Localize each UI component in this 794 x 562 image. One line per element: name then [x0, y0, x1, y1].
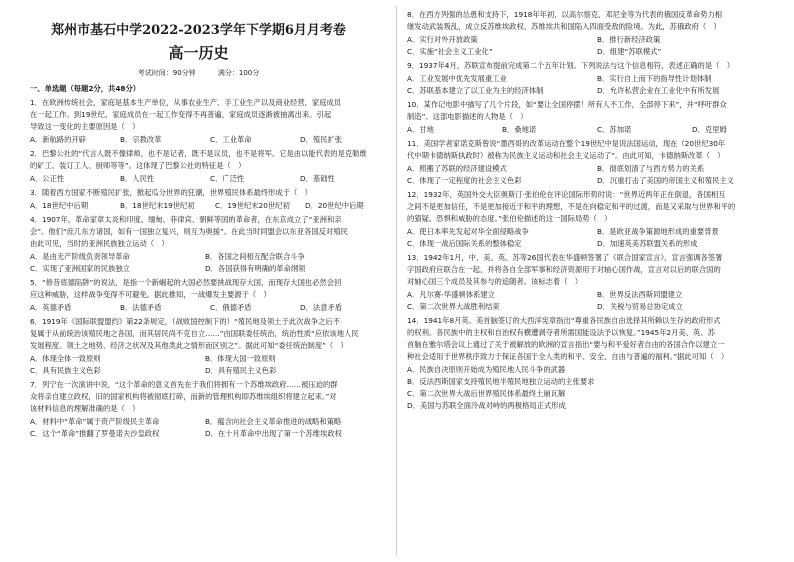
- question-line: 13．1942年1月，中、美、英、苏等26国代表在华盛顿签署了《联合国家宣言》，宣言强调各签署: [407, 253, 723, 262]
- option[interactable]: D．沉重打击了美国的帝国主义和殖民主义: [597, 176, 734, 185]
- option[interactable]: C．具有民族主义色彩: [30, 366, 101, 375]
- option[interactable]: C．19世纪末20世纪初: [215, 201, 290, 210]
- question-line: 10．某作记电影中描写了几个片段，如“要让全国停摆！所有人不工作，全部停下来”，并“呼吁群众: [407, 100, 727, 109]
- question-line: 的矿工、装订工人、厨师等等”。这体现了巴黎公社的特征是（ ）: [30, 161, 246, 170]
- question-line: 的猜疑、恐惧和威胁的态度。”张伯伦描述的这一国际局势（ ）: [407, 214, 612, 223]
- question-line: 5．“修昔底德陷阱”的说法，是指一个新崛起的大国必然要挑战现存大国，而现存大国也必然会回: [30, 278, 342, 287]
- option[interactable]: C．广泛性: [210, 174, 245, 183]
- option[interactable]: B．世界反法西斯同盟建立: [597, 290, 683, 299]
- question-line: 众将亲自建立政权，旧的国家机构将被彻底打碎，而新的管理机构即苏维埃组织将建立起来。”对: [30, 392, 337, 401]
- option[interactable]: C．体现了一定程度的社会主义色彩: [407, 176, 522, 185]
- option[interactable]: D．20世纪中后期: [305, 201, 364, 210]
- option[interactable]: C．实施“社会主义工业化”: [407, 47, 493, 56]
- question-line: 由此可见，当时的亚洲民族独立运动（ ）: [30, 239, 169, 248]
- subject-title: 高一历史: [168, 44, 229, 62]
- option[interactable]: C．这个“革命”推翻了罗曼诺夫沙皇政权: [30, 429, 160, 438]
- question-line: 字国政府应联合在一起，并将各自全部军事和经济资源用于对轴心国作战，宣言对以后的联合国的: [407, 265, 721, 274]
- option[interactable]: D．具有殖民主义色彩: [205, 366, 277, 375]
- option[interactable]: B．实行自上而下的指导性计划体制: [597, 74, 712, 83]
- option[interactable]: B．蕴含向社会主义革命推进的战略和策略: [205, 417, 342, 426]
- question-line: 发展程度、领土之地势、经济之状况及其他类此之情形而区别之”。据此可知“委任统治制度”（ ）: [30, 341, 348, 350]
- section-heading: 一、单选题（每题2分，共48分）: [30, 84, 141, 93]
- option[interactable]: A．使日本率先发起对华全面侵略战争: [407, 227, 529, 236]
- option[interactable]: D．各国获得有明确的革命纲领: [205, 264, 306, 273]
- option[interactable]: C．工业革命: [210, 135, 252, 144]
- option[interactable]: D．基础性: [300, 174, 335, 183]
- option[interactable]: A．是由无产阶级负责领导革命: [30, 252, 130, 261]
- option[interactable]: A．民族自决原则开始成为殖民地人民斗争的武器: [407, 365, 566, 374]
- column-divider: [396, 6, 397, 556]
- question-line: 在一起工作。到19世纪，家庭成员在一起工作变得不再普遍，家庭成员逐渐被抽离出来。引起: [30, 110, 332, 119]
- question-line: 该材料信息的理解准确的是（ ）: [30, 404, 140, 413]
- option[interactable]: D．允许私营企业在工业化中有所发展: [597, 86, 720, 95]
- option[interactable]: B．人民性: [120, 174, 155, 183]
- question-line: 对轴心国三个成员及其参与的追随者。该标志着（ ）: [407, 277, 583, 286]
- question-line: 导致这一变化的主要原因是（ ）: [30, 122, 140, 131]
- option[interactable]: C．第二次世界大战后世界殖民体系最终土崩瓦解: [407, 389, 566, 398]
- question-line: 继发动武装叛乱，成立反苏维埃政权。苏维埃共和国陷入四面受敌的险境。为此，苏俄政府（ ）: [407, 22, 721, 31]
- question-line: 会”。他们“庶几东方诸国，如有一国独立复兴，则互为奥援”。在此当时同盟会以东亚各国反对殖民: [30, 227, 348, 236]
- question-line: 代中期卡德纳斯执政时）被称为民族主义运动和社会主义运动了”。由此可知，卡德纳斯改革（ ）: [407, 151, 725, 160]
- question-line: 9．1937年4月，苏联宣布提前完成第二个五年计划。下列说法与这个信息相符，表述正确的是（ ）: [407, 61, 735, 70]
- question-line: 应这种威胁，这样战争变得不可避免。据此推知，一战爆发主要源于（ ）: [30, 290, 271, 299]
- option[interactable]: C．俄德矛盾: [210, 303, 252, 312]
- option[interactable]: B．桑地诺: [502, 125, 537, 134]
- option[interactable]: D．法意矛盾: [300, 303, 343, 312]
- option[interactable]: D．美国与苏联全面冷战对峙的两极格局正式形成: [407, 401, 566, 410]
- option[interactable]: A．体现全体一致原则: [30, 354, 101, 363]
- question-line: 复属于从前统治该殖民地之各国，而其居民尚不克自立……”由国联委任统治，统治性质“应依该地人民: [30, 329, 359, 338]
- question-line: 8．在西方列强的怂恿和支持下，1918年年初，以高尔察克、邓尼金等为代表的俄国反革命势力相: [407, 10, 723, 19]
- option[interactable]: B．法德矛盾: [120, 303, 162, 312]
- question-line: 制造”。这部电影描述的人物是（ ）: [407, 112, 528, 121]
- option[interactable]: B．反法西斯国家支持殖民地半殖民地独立运动的主张要求: [407, 377, 595, 386]
- question-line: 种社会适用于世界秩序致力于保证各国于全人类的和平、安全、自由与普遍的福利。”据此可知（ ）: [407, 352, 729, 361]
- option[interactable]: D．殖民扩张: [300, 135, 343, 144]
- option[interactable]: A．凡尔赛-华盛顿体系建立: [407, 290, 495, 299]
- option[interactable]: C．第二次世界大战胜利结束: [407, 302, 500, 311]
- option[interactable]: B．宗教改革: [120, 135, 162, 144]
- option[interactable]: D．克里姆: [692, 125, 727, 134]
- question-line: 1．在欧洲传统社会，家庭是基本生产单位，从事农业生产、手工业生产以及商业经营，家庭成员: [30, 98, 342, 107]
- option[interactable]: A．实行对外开放政策: [407, 35, 478, 44]
- question-line: 7．列宁在一次演讲中说，“这个革命的意义首先在于我们将拥有一个苏维埃政府……被压迫的群: [30, 380, 338, 389]
- option[interactable]: B．推行新经济政策: [597, 35, 661, 44]
- option[interactable]: C．实现了亚洲国家的民族独立: [30, 264, 130, 273]
- exam-meta: [0, 68, 397, 78]
- exam-title: 郑州市基石中学2022-2023学年下学期6月月考卷: [51, 23, 346, 38]
- option[interactable]: B．体现大国一致原则: [205, 354, 276, 363]
- option[interactable]: D．加速英美苏联盟关系的形成: [597, 239, 698, 248]
- option[interactable]: D．组建“苏联模式”: [597, 47, 662, 56]
- question-line: 之间不是更加信任，不是更加接近于和平的理想，不是在向稳定和平的过渡，而是又采取与世界和平的: [407, 202, 736, 211]
- option[interactable]: A．英德矛盾: [30, 303, 72, 312]
- exam-score: 满分：100分: [217, 69, 260, 77]
- option[interactable]: A．新航路的开辟: [30, 135, 87, 144]
- option[interactable]: B．18世纪末19世纪初: [120, 201, 195, 210]
- option[interactable]: A．工业发展中优先发展重工业: [407, 74, 507, 83]
- option[interactable]: A．甘地: [407, 125, 434, 134]
- option[interactable]: A．18世纪中后期: [30, 201, 89, 210]
- option[interactable]: D．在十月革命中出现了第一个苏维埃政权: [205, 429, 342, 438]
- option[interactable]: C．体现一战后国际关系的整体稳定: [407, 239, 522, 248]
- question-line: 14．1941年8月英、美首脑签订的大西洋宪章指出“尊重各民族自由选择其所赖以生存的政府形式: [407, 316, 721, 325]
- option[interactable]: A．公正性: [30, 174, 65, 183]
- exam-time: 考试时间：90分钟: [137, 69, 196, 77]
- option[interactable]: C．苏联基本建立了以工业为主的经济体制: [407, 86, 544, 95]
- option[interactable]: A．照搬了苏联的经济建设模式: [407, 164, 507, 173]
- question-line: 4．1907年，革命家章太炎和印度、缅甸、菲律宾、朝鲜等国的革命者，在东京成立了“亚洲和亲: [30, 215, 342, 224]
- option[interactable]: D．关税与贸易总协定成立: [597, 302, 683, 311]
- option[interactable]: A．材料中“革命”属于资产阶级民主革命: [30, 417, 160, 426]
- question-line: 3．随着西方国家不断殖民扩张，掀起瓜分世界的狂潮，世界殖民体系最终形成于（ ）: [30, 188, 312, 197]
- option[interactable]: B．是欧亚战争策源地形成的重要背景: [597, 227, 719, 236]
- option[interactable]: B．彻底划清了与西方势力的关系: [597, 164, 705, 173]
- question-line: 首脑在雅尔塔会议上通过了关于被解放的欧洲的宣言指出“要与和平爱好者自由的各国合作以建立一: [407, 340, 725, 349]
- option[interactable]: B．各国之间相互配合联合斗争: [205, 252, 305, 261]
- question-line: 的权利。各民族中的主权和自治权有横遭剥夺者所需国能设法予以恢复。”1945年2月美、英、苏: [407, 328, 715, 337]
- question-line: 2．巴黎公社的“代言人既不像律师，也不是记者，既不是议员，也不是将军。它是由以能代表的是克勒维: [30, 149, 367, 158]
- question-line: 12．1932年，英国外交大臣奥斯汀·张伯伦在评论国际形势时说：“世界近两年正在倒退，各国相互: [407, 190, 726, 199]
- question-line: 6．1919年《国际联盟盟约》第22条规定，（战败国控制下的）“殖民地及领土于此次战争之后不: [30, 317, 340, 326]
- option[interactable]: C．苏加诺: [597, 125, 632, 134]
- question-line: 11．美国学者家诺克斯曾说“墨西哥的改革运动在整个19世纪中是说法国运动，现在（20世纪30年: [407, 139, 726, 148]
